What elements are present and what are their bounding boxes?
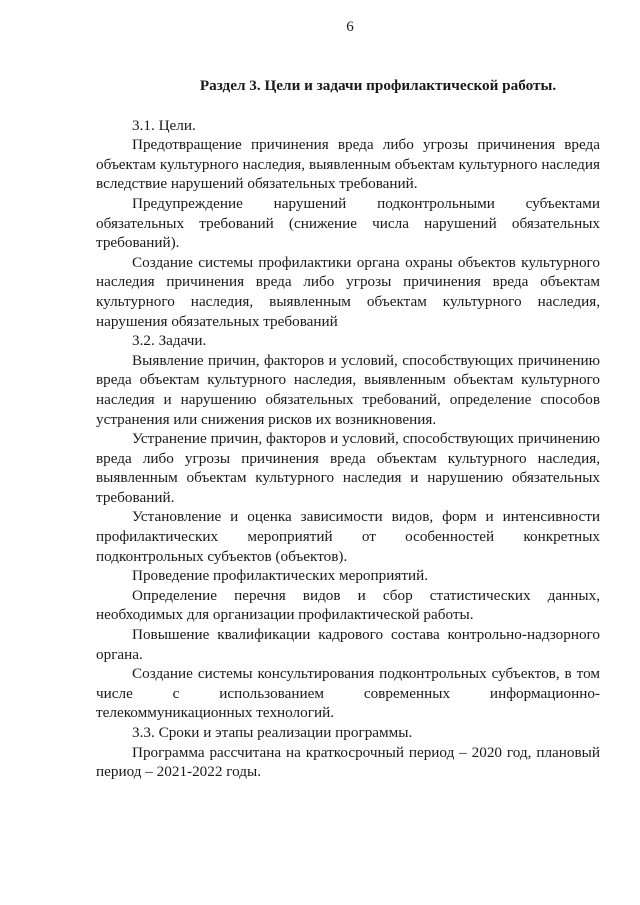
task-paragraph-4: Проведение профилактических мероприятий.: [132, 567, 429, 585]
task-paragraph-3: Установление и оценка зависимости видов, форм и интенсивности профилактических мероприятий от особенностей конкретных подконтрольных субъектов (объектов).: [96, 508, 600, 565]
document-body: [96, 76, 600, 782]
page-number: 6: [346, 19, 354, 35]
task-paragraph-1: Выявление причин, факторов и условий, способствующих причинению вреда объектам культурного наследия, выявленным объектам культурного наследия и нарушению обязательных требований, определение способов устранения или снижения рисков их возникновения.: [96, 351, 600, 428]
goal-paragraph-1: Предотвращение причинения вреда либо угрозы причинения вреда объектам культурного наследия, выявленным объектам культурного наследия вследствие нарушений обязательных требований.: [96, 136, 600, 193]
tasks-heading: 3.2. Задачи.: [132, 332, 207, 350]
task-paragraph-2: Устранение причин, факторов и условий, способствующих причинению вреда либо угрозы причинения вреда объектам культурного наследия, выявленным объектам культурного наследия и нарушению обязательных требований.: [96, 430, 600, 506]
section-title: Раздел 3. Цели и задачи профилактической работы.: [199, 77, 557, 94]
task-paragraph-7: Создание системы консультирования подконтрольных субъектов, в том числе с использованием современных информационно-телекоммуникационных технологий.: [96, 665, 600, 722]
goal-paragraph-2: Предупреждение нарушений подконтрольными субъектами обязательных требований (снижение числа нарушений обязательных требований).: [96, 194, 600, 252]
timing-paragraph: Программа рассчитана на краткосрочный период – 2020 год, плановый период – 2021-2022 годы.: [96, 743, 600, 781]
goals-heading: 3.1. Цели.: [132, 116, 196, 134]
task-paragraph-5: Определение перечня видов и сбор статистических данных, необходимых для организации профилактической работы.: [96, 586, 600, 624]
goal-paragraph-3: Создание системы профилактики органа охраны объектов культурного наследия причинения вреда либо угрозы причинения вреда объектам культурного наследия, выявленным объектам культурного наследия, нарушения обязательных требований: [96, 253, 600, 330]
task-paragraph-6: Повышение квалификации кадрового состава контрольно-надзорного органа.: [96, 626, 600, 663]
timing-heading: 3.3. Сроки и этапы реализации программы.: [132, 724, 413, 741]
